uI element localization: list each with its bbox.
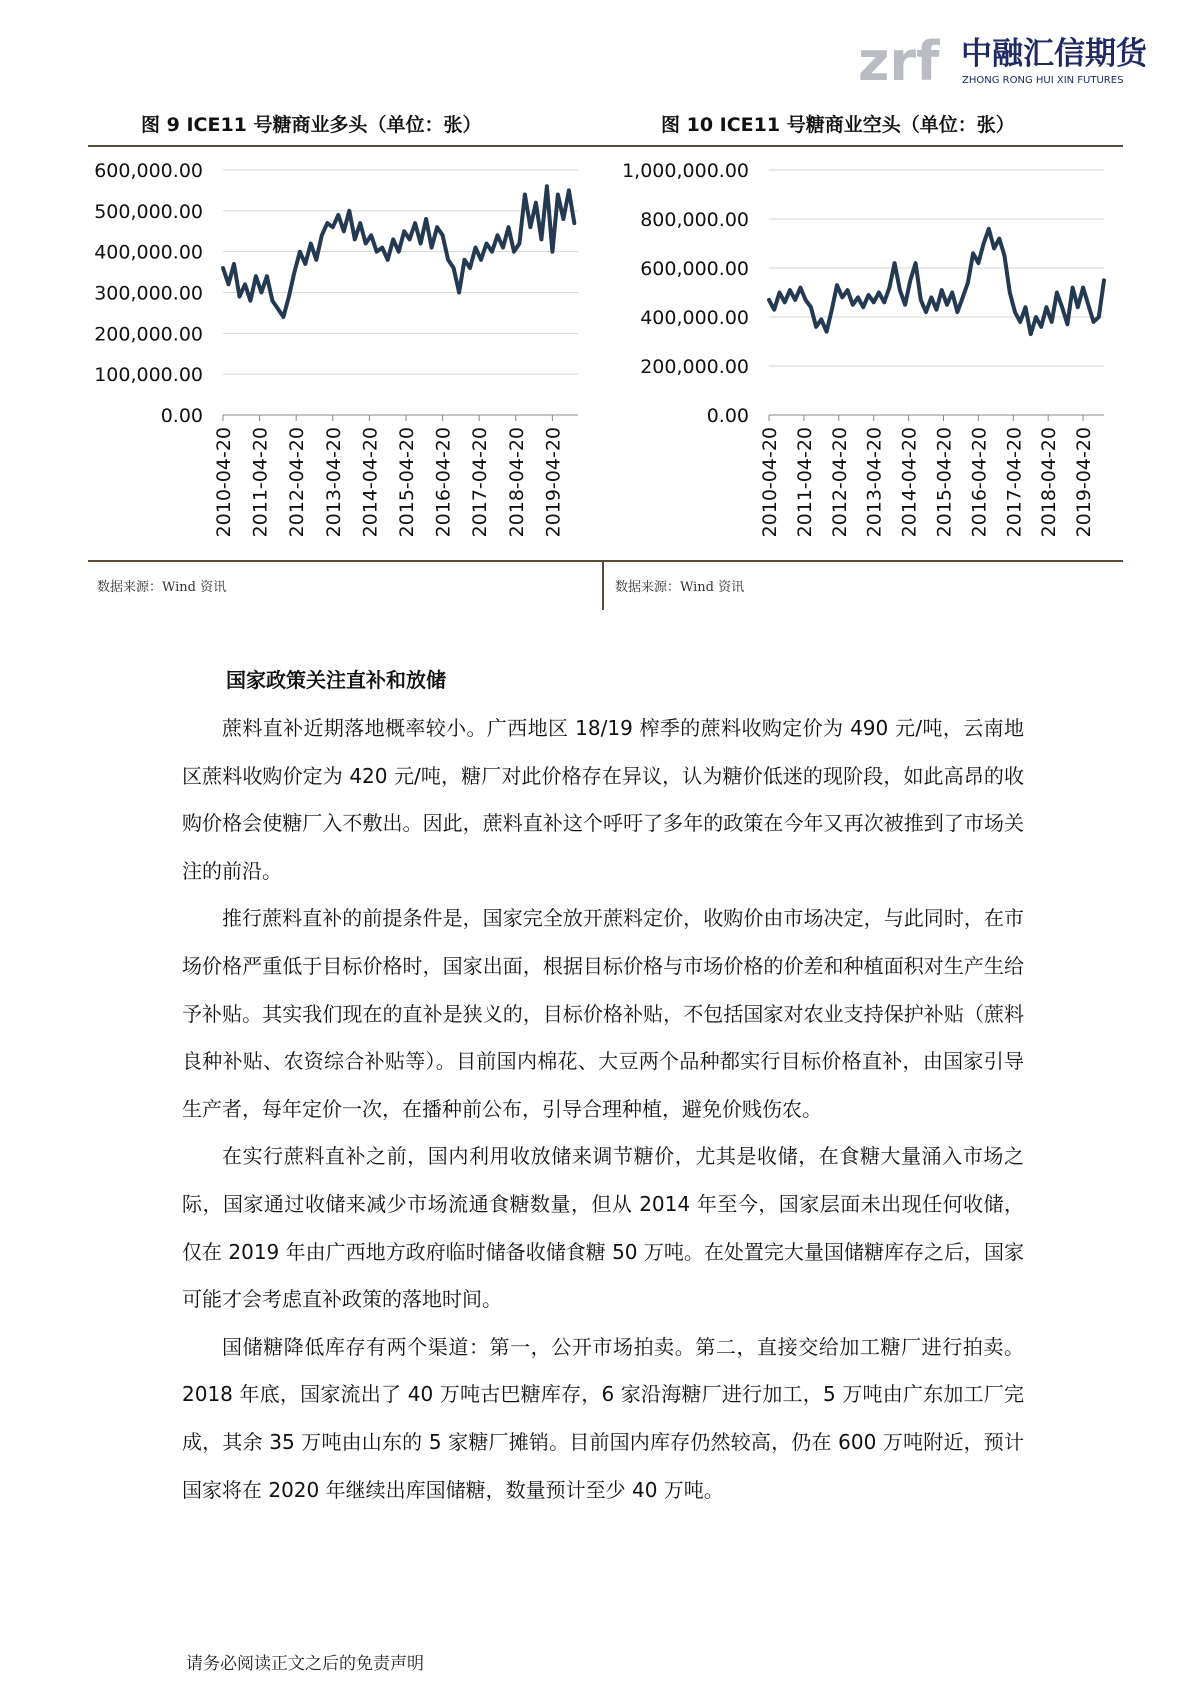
disclaimer-footer: 请务必阅读正文之后的免责声明 xyxy=(186,1654,424,1674)
figure-9-source: 数据来源：Wind 资讯 xyxy=(97,580,227,595)
section-title: 国家政策关注直补和放储 xyxy=(226,668,446,692)
x-tick-label: 2013-04-20 xyxy=(322,427,345,538)
y-tick-label: 800,000.00 xyxy=(640,209,749,231)
x-tick-label: 2017-04-20 xyxy=(469,427,492,538)
paragraph: 推行蔗料直补的前提条件是，国家完全放开蔗料定价，收购价由市场决定，与此同时，在市场价格严重低于目标价格时，国家出面，根据目标价格与市场价格的价差和种植面积对生产生给予补贴。其实我们现在的直补是狭义的，目标价格补贴，不包括国家对农业支持保护补贴（蔗料良种补贴、农资综合补贴等）。目前国内棉花、大豆两个品种都实行目标价格直补，由国家引导生产者，每年定价一次，在播种前公布，引导合理种植，避免价贱伤农。 xyxy=(182,906,1024,1121)
x-tick-label: 2010-04-20 xyxy=(759,427,781,538)
x-tick-label: 2010-04-20 xyxy=(213,427,235,538)
y-tick-label: 100,000.00 xyxy=(94,364,203,387)
x-tick-label: 2012-04-20 xyxy=(286,427,309,538)
x-tick-label: 2014-04-20 xyxy=(898,427,921,538)
x-tick-label: 2018-04-20 xyxy=(505,427,528,538)
article-body xyxy=(182,666,1024,1514)
figure-bottom-rule xyxy=(88,560,1123,562)
x-tick-label: 2016-04-20 xyxy=(432,427,455,538)
y-tick-label: 400,000.00 xyxy=(640,307,749,329)
figure-10-source: 数据来源：Wind 资讯 xyxy=(615,580,745,595)
y-tick-label: 600,000.00 xyxy=(640,258,749,280)
x-tick-label: 2017-04-20 xyxy=(1003,427,1026,538)
company-logo xyxy=(858,24,1158,96)
x-tick-label: 2011-04-20 xyxy=(249,427,272,538)
x-tick-label: 2019-04-20 xyxy=(1073,427,1096,538)
paragraph: 国储糖降低库存有两个渠道：第一，公开市场拍卖。第二，直接交给加工糖厂进行拍卖。2018 年底，国家流出了 40 万吨古巴糖库存，6 家沿海糖厂进行加工，5 万吨由广东加工厂完成，其余 35 万吨由山东的 5 家糖厂摊销。目前国内库存仍然较高，仍在 600 万吨附近，预计国家将在 2020 年继续出库国储糖，数量预计至少 40 万吨。 xyxy=(182,1334,1024,1502)
y-tick-label: 0.00 xyxy=(706,405,749,427)
figure-top-rule xyxy=(88,145,1123,147)
x-tick-label: 2011-04-20 xyxy=(793,427,816,538)
logo-brand-en: ZHONG RONG HUI XIN FUTURES xyxy=(962,75,1124,86)
y-tick-label: 400,000.00 xyxy=(94,241,203,264)
x-tick-label: 2012-04-20 xyxy=(828,427,851,538)
y-tick-label: 1,000,000.00 xyxy=(622,160,749,182)
paragraph: 蔗料直补近期落地概率较小。广西地区 18/19 榨季的蔗料收购定价为 490 元/吨，云南地区蔗料收购价定为 420 元/吨，糖厂对此价格存在异议，认为糖价低迷的现阶段，如此高昂的收购价格会使糖厂入不敷出。因此，蔗料直补这个呼吁了多年的政策在今年又再次被推到了市场关注的前沿。 xyxy=(182,716,1024,883)
paragraph: 在实行蔗料直补之前，国内利用收放储来调节糖价，尤其是收储，在食糖大量涌入市场之际，国家通过收储来减少市场流通食糖数量，但从 2014 年至今，国家层面未出现任何收储，仅在 2019 年由广西地方政府临时储备收储食糖 50 万吨。在处置完大量国储糖库存之后，国家可能才会考虑直补政策的落地时间。 xyxy=(182,1144,1024,1312)
x-tick-label: 2015-04-20 xyxy=(933,427,956,538)
figure-divider xyxy=(602,560,604,610)
x-tick-label: 2015-04-20 xyxy=(395,427,418,538)
chart-commercial-long xyxy=(88,150,600,550)
y-tick-label: 300,000.00 xyxy=(94,282,203,305)
x-tick-label: 2014-04-20 xyxy=(359,427,382,538)
figure-9-title: 图 9 ICE11 号糖商业多头（单位：张） xyxy=(141,114,482,136)
x-tick-label: 2019-04-20 xyxy=(542,427,565,538)
x-tick-label: 2016-04-20 xyxy=(968,427,991,538)
x-tick-label: 2013-04-20 xyxy=(863,427,886,538)
x-tick-label: 2018-04-20 xyxy=(1038,426,1061,538)
y-tick-label: 200,000.00 xyxy=(640,356,749,378)
figure-10-title: 图 10 ICE11 号糖商业空头（单位：张） xyxy=(661,114,1015,136)
chart-commercial-short xyxy=(604,150,1122,550)
y-tick-label: 500,000.00 xyxy=(94,200,203,223)
y-tick-label: 0.00 xyxy=(160,405,203,427)
series-line xyxy=(769,229,1104,334)
y-tick-label: 600,000.00 xyxy=(94,160,203,182)
y-tick-label: 200,000.00 xyxy=(94,323,203,346)
logo-mark: zrf xyxy=(858,30,940,93)
logo-brand-cn: 中融汇信期货 xyxy=(961,36,1147,72)
